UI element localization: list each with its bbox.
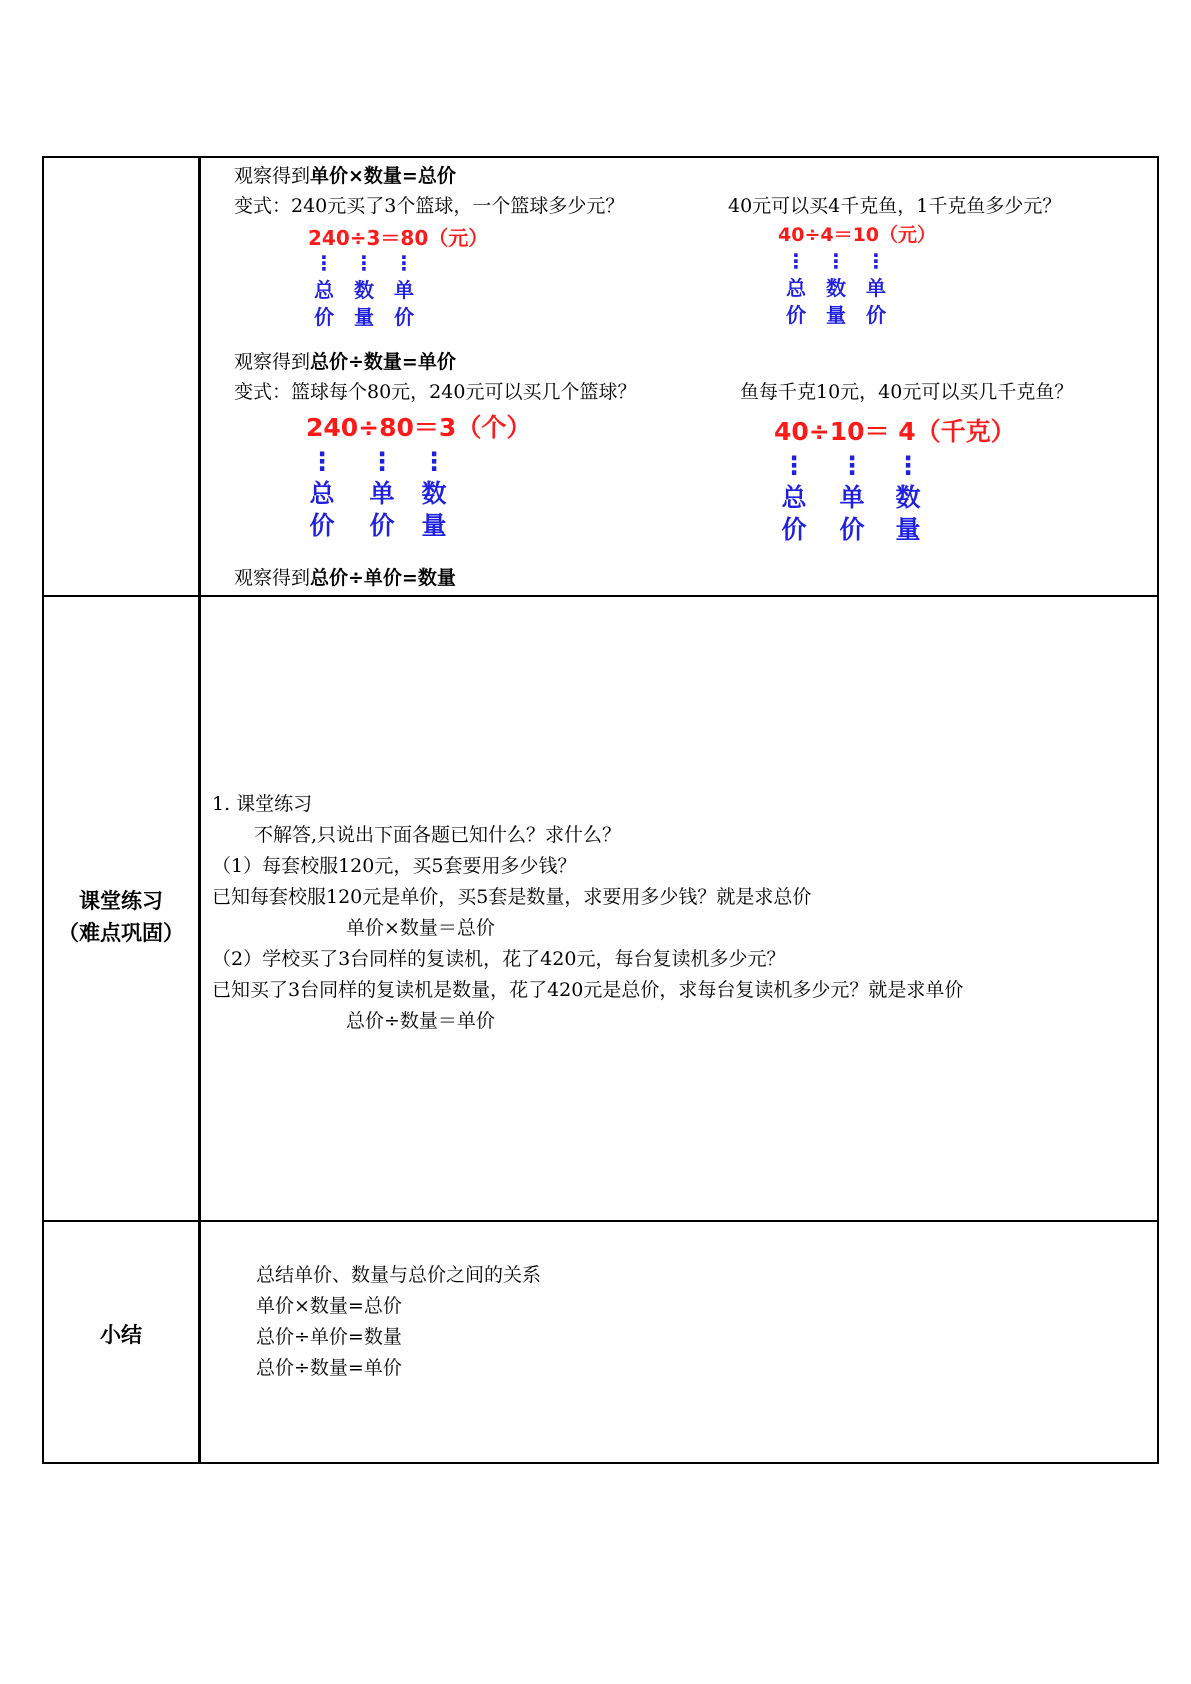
label-char: 数 (421, 479, 447, 508)
dots-icon: ⋮ (369, 447, 395, 476)
summary-formula-2: 总价÷单价=数量 (256, 1326, 402, 1348)
observation-2-prefix: 观察得到 (234, 351, 311, 373)
label-char: 价 (309, 511, 335, 540)
observation-2-formula: 总价÷数量=单价 (310, 351, 456, 373)
summary-formula-1: 单价×数量=总价 (256, 1295, 402, 1317)
lesson-table (42, 156, 1159, 1464)
practice-answer-1: 已知每套校服120元是单价，买5套是数量，求要用多少钱？就是求总价 (212, 886, 812, 908)
label-char: 单 (866, 276, 886, 300)
label-char: 量 (354, 305, 374, 329)
practice-formula-2: 总价÷数量＝单价 (346, 1010, 495, 1032)
label-char: 总 (309, 479, 335, 508)
equation-2-left: 240÷80＝3（个） (306, 413, 532, 442)
label-char: 价 (866, 303, 886, 327)
label-column-2b (362, 446, 402, 542)
label-char: 数 (826, 276, 846, 300)
equation-1-left: 240÷3＝80（元） (308, 226, 489, 250)
label-column-1f (856, 248, 896, 329)
label-char: 量 (826, 303, 846, 327)
label-column-2e (832, 450, 872, 546)
question-2-left: 变式：篮球每个80元，240元可以买几个篮球？ (234, 381, 637, 403)
label-char: 数 (895, 483, 921, 512)
practice-instruction: 不解答,只说出下面各题已知什么？求什么？ (254, 824, 622, 846)
dots-icon: ⋮ (895, 451, 921, 480)
observation-3-formula: 总价÷单价=数量 (310, 567, 456, 589)
equation-1-right: 40÷4＝10（元） (778, 224, 937, 246)
dots-icon: ⋮ (786, 249, 806, 273)
observation-3-prefix: 观察得到 (234, 567, 311, 589)
practice-question-1: （1）每套校服120元，买5套要用多少钱？ (212, 855, 577, 877)
label-column-1b (344, 250, 384, 331)
label-char: 数 (354, 278, 374, 302)
label-char: 价 (394, 305, 414, 329)
row-divider-1 (44, 595, 1157, 597)
dots-icon: ⋮ (394, 251, 414, 275)
label-char: 价 (781, 515, 807, 544)
observation-3 (234, 566, 456, 590)
dots-icon: ⋮ (839, 451, 865, 480)
dots-icon: ⋮ (421, 447, 447, 476)
label-char: 价 (314, 305, 334, 329)
observation-1-prefix: 观察得到 (234, 165, 311, 187)
row-divider-2 (44, 1220, 1157, 1222)
question-2-right: 鱼每千克10元，40元可以买几千克鱼？ (740, 381, 1074, 403)
question-1-right: 40元可以买4千克鱼，1千克鱼多少元？ (728, 195, 1062, 217)
label-column-2c (414, 446, 454, 542)
label-column-1e (816, 248, 856, 329)
dots-icon: ⋮ (354, 251, 374, 275)
dots-icon: ⋮ (866, 249, 886, 273)
practice-heading: 1. 课堂练习 (212, 793, 313, 815)
label-char: 总 (781, 483, 807, 512)
label-char: 价 (786, 303, 806, 327)
equation-2-right: 40÷10＝ 4（千克） (774, 417, 1016, 446)
observation-1-formula: 单价×数量=总价 (310, 165, 456, 187)
question-1-left: 变式：240元买了3个篮球，一个篮球多少元？ (234, 195, 625, 217)
column-divider (198, 158, 201, 1462)
dots-icon: ⋮ (826, 249, 846, 273)
dots-icon: ⋮ (314, 251, 334, 275)
label-column-2a (302, 446, 342, 542)
label-char: 单 (394, 278, 414, 302)
label-column-1d (776, 248, 816, 329)
label-char: 量 (895, 515, 921, 544)
label-char: 单 (369, 479, 395, 508)
summary-formula-3: 总价÷数量=单价 (256, 1357, 402, 1379)
practice-formula-1: 单价×数量＝总价 (346, 917, 495, 939)
row-3-label: 小结 (100, 1323, 142, 1347)
observation-2 (234, 350, 456, 374)
label-column-1c (384, 250, 424, 331)
label-char: 价 (369, 511, 395, 540)
dots-icon: ⋮ (781, 451, 807, 480)
label-char: 价 (839, 515, 865, 544)
practice-answer-2: 已知买了3台同样的复读机是数量，花了420元是总价，求每台复读机多少元？就是求单价 (212, 979, 964, 1001)
summary-title: 总结单价、数量与总价之间的关系 (256, 1264, 542, 1286)
row-2-label-line2: （难点巩固） (58, 921, 184, 945)
label-column-2f (888, 450, 928, 546)
row-2-label (44, 885, 198, 949)
row-2-label-line1: 课堂练习 (79, 889, 163, 913)
label-column-1a (304, 250, 344, 331)
label-char: 总 (786, 276, 806, 300)
observation-1 (234, 164, 456, 188)
dots-icon: ⋮ (309, 447, 335, 476)
label-char: 总 (314, 278, 334, 302)
practice-question-2: （2）学校买了3台同样的复读机，花了420元，每台复读机多少元？ (212, 948, 786, 970)
label-column-2d (774, 450, 814, 546)
label-char: 量 (421, 511, 447, 540)
label-char: 单 (839, 483, 865, 512)
